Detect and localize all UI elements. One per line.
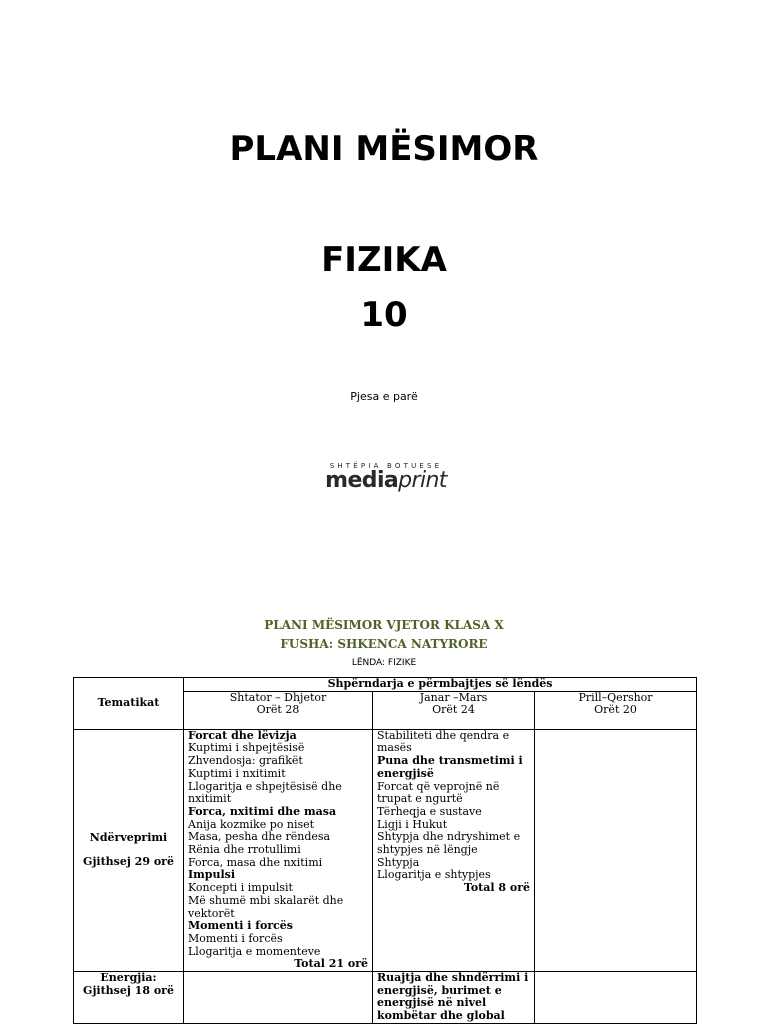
publisher-name-bold: media	[325, 468, 399, 493]
publisher-name-italic: print	[398, 468, 447, 493]
lesson-item: Rënia dhe rrotullimi	[188, 843, 301, 857]
field-heading: FUSHA: SHKENCA NATYRORE	[280, 637, 488, 651]
period-2-header: Janar –Mars Orët 24	[373, 691, 535, 729]
period-3-cell	[535, 972, 697, 1024]
period-1-cell	[184, 972, 373, 1024]
lesson-item: Koncepti i impulsit	[188, 881, 293, 895]
topic-cell: Energjia: Gjithsej 18 orë	[74, 972, 184, 1024]
lesson-item: Masa, pesha dhe rëndesa	[188, 830, 331, 844]
period-3-header: Prill–Qershor Orët 20	[535, 691, 697, 729]
table-header-row	[74, 678, 697, 692]
lesson-list	[188, 730, 368, 959]
period-2-cell	[373, 729, 535, 971]
lesson-item: Kuptimi i nxitimit	[188, 766, 286, 780]
period-total: Total 21 orë	[294, 957, 368, 971]
lesson-item: Më shumë mbi skalarët dhe vektorët	[188, 893, 344, 920]
publisher-name	[324, 470, 448, 492]
topic-cell: Ndërveprimi Gjithsej 29 orë	[74, 729, 184, 971]
publisher-logo	[324, 462, 448, 492]
lesson-item: Zhvendosja: grafikët	[188, 754, 303, 768]
subject-title: FIZIKA	[321, 240, 447, 280]
lesson-item: Anija kozmike po niset	[188, 817, 315, 831]
topics-header: Tematikat	[74, 678, 184, 730]
period-1-cell	[184, 729, 373, 971]
lesson-item: Shtypja	[377, 855, 420, 869]
plan-heading: PLANI MËSIMOR VJETOR KLASA X	[264, 618, 504, 632]
lesson-item: Tërheqja e sustave	[377, 804, 482, 818]
period-3-cell	[535, 729, 697, 971]
lesson-section-heading: Ruajtja dhe shndërrimi i energjisë, burimet e energjisë në nivel kombëtar dhe global	[377, 971, 529, 1023]
lesson-item: Llogaritja e momenteve	[188, 944, 321, 958]
lesson-item: Llogaritja e shtypjes	[377, 868, 491, 882]
lesson-section-heading: Puna dhe transmetimi i energjisë	[377, 754, 523, 780]
lesson-item: Forca, masa dhe nxitimi	[188, 855, 323, 869]
lesson-item: Shtypja dhe ndryshimet e shtypjes në lëngje	[377, 830, 521, 857]
subject-line: LËNDA: FIZIKE	[351, 658, 417, 668]
lesson-item: Momenti i forcës	[188, 931, 283, 945]
publisher-tagline: SHTËPIA BOTUESE	[329, 462, 443, 470]
table-row	[74, 729, 697, 971]
lesson-item: Forcat që veprojnë në trupat e ngurtë	[377, 779, 500, 806]
lesson-section-heading: Impulsi	[188, 868, 236, 882]
document-title: PLANI MËSIMOR	[229, 129, 539, 169]
lesson-item: Kuptimi i shpejtësisë	[188, 741, 305, 755]
period-2-cell	[373, 972, 535, 1024]
lesson-list	[377, 730, 530, 882]
lesson-list	[377, 972, 530, 1023]
lesson-section-heading: Forcat dhe lëvizja	[188, 728, 297, 742]
period-1-header: Shtator – Dhjetor Orët 28	[184, 691, 373, 729]
curriculum-table	[73, 677, 697, 1024]
period-total: Total 8 orë	[463, 881, 530, 895]
lesson-item: Llogaritja e shpejtësisë dhe nxitimit	[188, 779, 342, 806]
distribution-header: Shpërndarja e përmbajtjes së lëndës	[184, 678, 697, 692]
grade-number: 10	[360, 295, 408, 335]
table-row	[74, 972, 697, 1024]
part-label: Pjesa e parë	[350, 390, 418, 403]
lesson-section-heading: Forca, nxitimi dhe masa	[188, 804, 337, 818]
lesson-item: Ligji i Hukut	[377, 817, 448, 831]
lesson-section-heading: Momenti i forcës	[188, 919, 293, 933]
lesson-item: Stabiliteti dhe qendra e masës	[377, 728, 510, 755]
